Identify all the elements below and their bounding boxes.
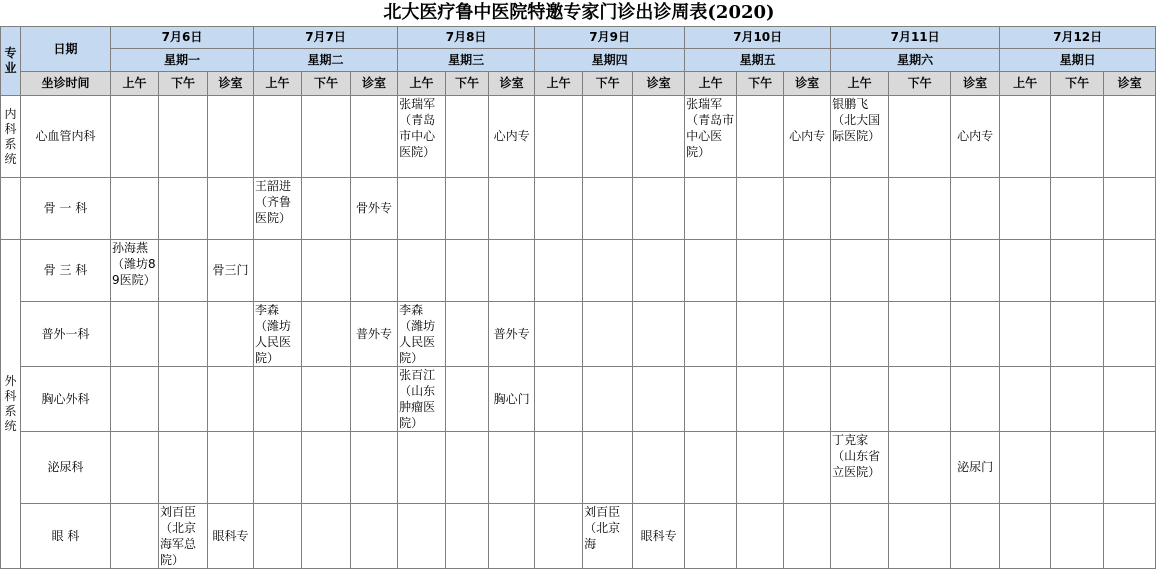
room-cell xyxy=(784,432,831,504)
am-doctor-cell xyxy=(535,432,583,504)
pm-doctor-cell xyxy=(159,240,208,302)
pm-doctor-cell xyxy=(737,178,784,240)
system-label-surgical: 外科系统 xyxy=(1,240,21,569)
pm-doctor-cell xyxy=(737,240,784,302)
day-weekday: 星期四 xyxy=(535,49,685,72)
room-cell: 眼科专 xyxy=(208,504,254,569)
am-doctor-cell: 张瑞军（青岛市中心医院） xyxy=(685,96,737,178)
room-cell xyxy=(784,178,831,240)
pm-doctor-cell xyxy=(889,302,951,367)
system-label-internal: 内科系统 xyxy=(1,96,21,178)
pm-doctor-cell xyxy=(1051,240,1104,302)
am-doctor-cell xyxy=(831,178,889,240)
am-doctor-cell xyxy=(685,367,737,432)
room-cell xyxy=(351,96,398,178)
am-doctor-cell xyxy=(111,302,159,367)
pm-doctor-cell xyxy=(889,432,951,504)
am-doctor-cell xyxy=(535,367,583,432)
pm-doctor-cell xyxy=(1051,504,1104,569)
specialty-name: 骨 一 科 xyxy=(21,178,111,240)
room-cell xyxy=(633,367,685,432)
am-doctor-cell xyxy=(254,240,302,302)
day-weekday: 星期二 xyxy=(254,49,398,72)
room-cell xyxy=(633,302,685,367)
am-doctor-cell xyxy=(111,178,159,240)
pm-doctor-cell xyxy=(889,504,951,569)
room-cell xyxy=(1104,504,1156,569)
room-cell xyxy=(633,96,685,178)
specialty-name: 骨 三 科 xyxy=(21,240,111,302)
room-cell xyxy=(351,367,398,432)
date-label: 日期 xyxy=(21,27,111,72)
pm-doctor-cell xyxy=(583,178,633,240)
room-cell xyxy=(1104,96,1156,178)
am-doctor-cell xyxy=(685,240,737,302)
am-doctor-cell xyxy=(1000,178,1051,240)
am-doctor-cell xyxy=(1000,96,1051,178)
room-cell xyxy=(208,178,254,240)
pm-header: 下午 xyxy=(159,72,208,96)
room-cell xyxy=(208,302,254,367)
pm-doctor-cell xyxy=(737,302,784,367)
room-header: 诊室 xyxy=(489,72,535,96)
schedule-table xyxy=(0,26,1156,569)
room-cell: 心内专 xyxy=(784,96,831,178)
am-doctor-cell xyxy=(1000,367,1051,432)
pm-doctor-cell xyxy=(302,302,351,367)
day-weekday: 星期五 xyxy=(685,49,831,72)
room-cell: 泌尿门 xyxy=(951,432,1000,504)
room-cell xyxy=(951,367,1000,432)
room-cell xyxy=(351,432,398,504)
pm-doctor-cell xyxy=(302,96,351,178)
am-doctor-cell xyxy=(398,504,446,569)
room-cell xyxy=(489,240,535,302)
room-cell xyxy=(351,504,398,569)
specialty-name: 普外一科 xyxy=(21,302,111,367)
am-doctor-cell xyxy=(831,302,889,367)
am-doctor-cell xyxy=(398,432,446,504)
am-doctor-cell xyxy=(398,240,446,302)
pm-doctor-cell xyxy=(737,367,784,432)
pm-header: 下午 xyxy=(737,72,784,96)
pm-doctor-cell xyxy=(446,302,489,367)
pm-doctor-cell xyxy=(1051,302,1104,367)
room-header: 诊室 xyxy=(784,72,831,96)
am-doctor-cell xyxy=(535,302,583,367)
room-cell xyxy=(784,302,831,367)
am-doctor-cell xyxy=(254,504,302,569)
am-doctor-cell: 李森（潍坊人民医院） xyxy=(398,302,446,367)
am-doctor-cell: 张百江（山东肿瘤医院） xyxy=(398,367,446,432)
room-cell xyxy=(784,504,831,569)
pm-doctor-cell xyxy=(446,240,489,302)
pm-doctor-cell xyxy=(737,432,784,504)
day-date: 7月9日 xyxy=(535,27,685,49)
am-doctor-cell xyxy=(535,96,583,178)
room-cell: 胸心门 xyxy=(489,367,535,432)
pm-doctor-cell xyxy=(446,432,489,504)
am-header: 上午 xyxy=(111,72,159,96)
am-doctor-cell xyxy=(1000,432,1051,504)
weekday-row xyxy=(1,49,1156,72)
system-label-blank xyxy=(1,178,21,240)
day-date: 7月8日 xyxy=(398,27,535,49)
pm-doctor-cell xyxy=(1051,367,1104,432)
room-cell: 心内专 xyxy=(489,96,535,178)
day-weekday: 星期日 xyxy=(1000,49,1156,72)
pm-doctor-cell xyxy=(446,96,489,178)
pm-doctor-cell xyxy=(737,96,784,178)
room-cell xyxy=(208,432,254,504)
am-doctor-cell: 李森（潍坊人民医院） xyxy=(254,302,302,367)
am-header: 上午 xyxy=(535,72,583,96)
room-cell xyxy=(1104,432,1156,504)
pm-doctor-cell xyxy=(889,96,951,178)
pm-doctor-cell xyxy=(583,367,633,432)
pm-header: 下午 xyxy=(889,72,951,96)
pm-doctor-cell xyxy=(302,240,351,302)
room-header: 诊室 xyxy=(633,72,685,96)
pm-doctor-cell xyxy=(583,240,633,302)
am-doctor-cell xyxy=(254,96,302,178)
room-cell xyxy=(489,432,535,504)
am-header: 上午 xyxy=(254,72,302,96)
pm-doctor-cell xyxy=(1051,96,1104,178)
room-cell xyxy=(1104,302,1156,367)
pm-doctor-cell xyxy=(889,367,951,432)
am-doctor-cell: 丁克家（山东省立医院） xyxy=(831,432,889,504)
specialty-name: 胸心外科 xyxy=(21,367,111,432)
room-cell xyxy=(489,504,535,569)
am-header: 上午 xyxy=(398,72,446,96)
pm-doctor-cell: 刘百臣（北京海军总院） xyxy=(159,504,208,569)
room-header: 诊室 xyxy=(951,72,1000,96)
table-row xyxy=(1,432,1156,504)
day-date: 7月7日 xyxy=(254,27,398,49)
am-doctor-cell xyxy=(535,240,583,302)
am-doctor-cell xyxy=(685,302,737,367)
room-header: 诊室 xyxy=(351,72,398,96)
room-cell: 骨外专 xyxy=(351,178,398,240)
pm-doctor-cell: 刘百臣（北京海 xyxy=(583,504,633,569)
am-doctor-cell xyxy=(1000,504,1051,569)
am-doctor-cell xyxy=(111,432,159,504)
pm-doctor-cell xyxy=(159,178,208,240)
table-row xyxy=(1,367,1156,432)
am-doctor-cell xyxy=(685,178,737,240)
am-doctor-cell xyxy=(254,432,302,504)
table-row xyxy=(1,302,1156,367)
pm-doctor-cell xyxy=(302,504,351,569)
am-doctor-cell xyxy=(685,432,737,504)
pm-doctor-cell xyxy=(583,96,633,178)
pm-doctor-cell xyxy=(583,302,633,367)
room-cell xyxy=(951,240,1000,302)
am-doctor-cell xyxy=(535,178,583,240)
pm-doctor-cell xyxy=(446,178,489,240)
room-cell xyxy=(951,504,1000,569)
pm-doctor-cell xyxy=(583,432,633,504)
pm-doctor-cell xyxy=(446,367,489,432)
am-doctor-cell xyxy=(1000,302,1051,367)
pm-doctor-cell xyxy=(737,504,784,569)
pm-doctor-cell xyxy=(302,367,351,432)
am-doctor-cell: 孙海燕（潍坊89医院） xyxy=(111,240,159,302)
date-row xyxy=(1,27,1156,49)
day-date: 7月10日 xyxy=(685,27,831,49)
am-doctor-cell xyxy=(254,367,302,432)
pm-header: 下午 xyxy=(446,72,489,96)
am-doctor-cell xyxy=(111,96,159,178)
room-cell xyxy=(1104,367,1156,432)
room-cell xyxy=(633,432,685,504)
room-cell xyxy=(1104,240,1156,302)
room-cell: 普外专 xyxy=(351,302,398,367)
pm-doctor-cell xyxy=(446,504,489,569)
am-doctor-cell xyxy=(535,504,583,569)
specialty-name: 眼 科 xyxy=(21,504,111,569)
table-row xyxy=(1,504,1156,569)
room-cell: 眼科专 xyxy=(633,504,685,569)
pm-doctor-cell xyxy=(159,367,208,432)
pm-doctor-cell xyxy=(1051,178,1104,240)
day-weekday: 星期一 xyxy=(111,49,254,72)
table-row xyxy=(1,240,1156,302)
am-doctor-cell xyxy=(685,504,737,569)
room-cell xyxy=(633,240,685,302)
room-cell xyxy=(208,96,254,178)
pm-doctor-cell xyxy=(889,178,951,240)
room-cell xyxy=(951,178,1000,240)
room-cell xyxy=(1104,178,1156,240)
schedule-title: 北大医疗鲁中医院特邀专家门诊出诊周表(2020) xyxy=(383,2,775,23)
room-cell: 心内专 xyxy=(951,96,1000,178)
am-header: 上午 xyxy=(831,72,889,96)
room-header: 诊室 xyxy=(208,72,254,96)
am-doctor-cell: 王韶进（齐鲁医院） xyxy=(254,178,302,240)
table-row xyxy=(1,96,1156,178)
am-doctor-cell xyxy=(111,504,159,569)
pm-doctor-cell xyxy=(302,432,351,504)
sitting-time-label: 坐诊时间 xyxy=(21,72,111,96)
day-date: 7月6日 xyxy=(111,27,254,49)
am-doctor-cell xyxy=(831,504,889,569)
pm-doctor-cell xyxy=(1051,432,1104,504)
pm-header: 下午 xyxy=(1051,72,1104,96)
room-cell xyxy=(351,240,398,302)
day-date: 7月11日 xyxy=(831,27,1000,49)
room-cell xyxy=(951,302,1000,367)
session-row xyxy=(1,72,1156,96)
am-doctor-cell xyxy=(1000,240,1051,302)
day-date: 7月12日 xyxy=(1000,27,1156,49)
am-doctor-cell xyxy=(831,240,889,302)
pm-doctor-cell xyxy=(159,302,208,367)
am-header: 上午 xyxy=(685,72,737,96)
day-weekday: 星期六 xyxy=(831,49,1000,72)
specialty-name: 泌尿科 xyxy=(21,432,111,504)
pm-doctor-cell xyxy=(159,96,208,178)
am-doctor-cell xyxy=(831,367,889,432)
pm-doctor-cell xyxy=(889,240,951,302)
room-cell xyxy=(208,367,254,432)
room-header: 诊室 xyxy=(1104,72,1156,96)
am-doctor-cell xyxy=(398,178,446,240)
am-header: 上午 xyxy=(1000,72,1051,96)
table-row xyxy=(1,178,1156,240)
am-doctor-cell: 银鹏飞（北大国际医院） xyxy=(831,96,889,178)
pm-header: 下午 xyxy=(302,72,351,96)
room-cell xyxy=(784,367,831,432)
room-cell xyxy=(489,178,535,240)
specialty-header: 专业 xyxy=(1,27,21,96)
room-cell: 普外专 xyxy=(489,302,535,367)
am-doctor-cell xyxy=(111,367,159,432)
room-cell xyxy=(633,178,685,240)
day-weekday: 星期三 xyxy=(398,49,535,72)
pm-doctor-cell xyxy=(159,432,208,504)
am-doctor-cell: 张瑞军（青岛市中心医院） xyxy=(398,96,446,178)
room-cell: 骨三门 xyxy=(208,240,254,302)
room-cell xyxy=(784,240,831,302)
pm-doctor-cell xyxy=(302,178,351,240)
specialty-name: 心血管内科 xyxy=(21,96,111,178)
pm-header: 下午 xyxy=(583,72,633,96)
